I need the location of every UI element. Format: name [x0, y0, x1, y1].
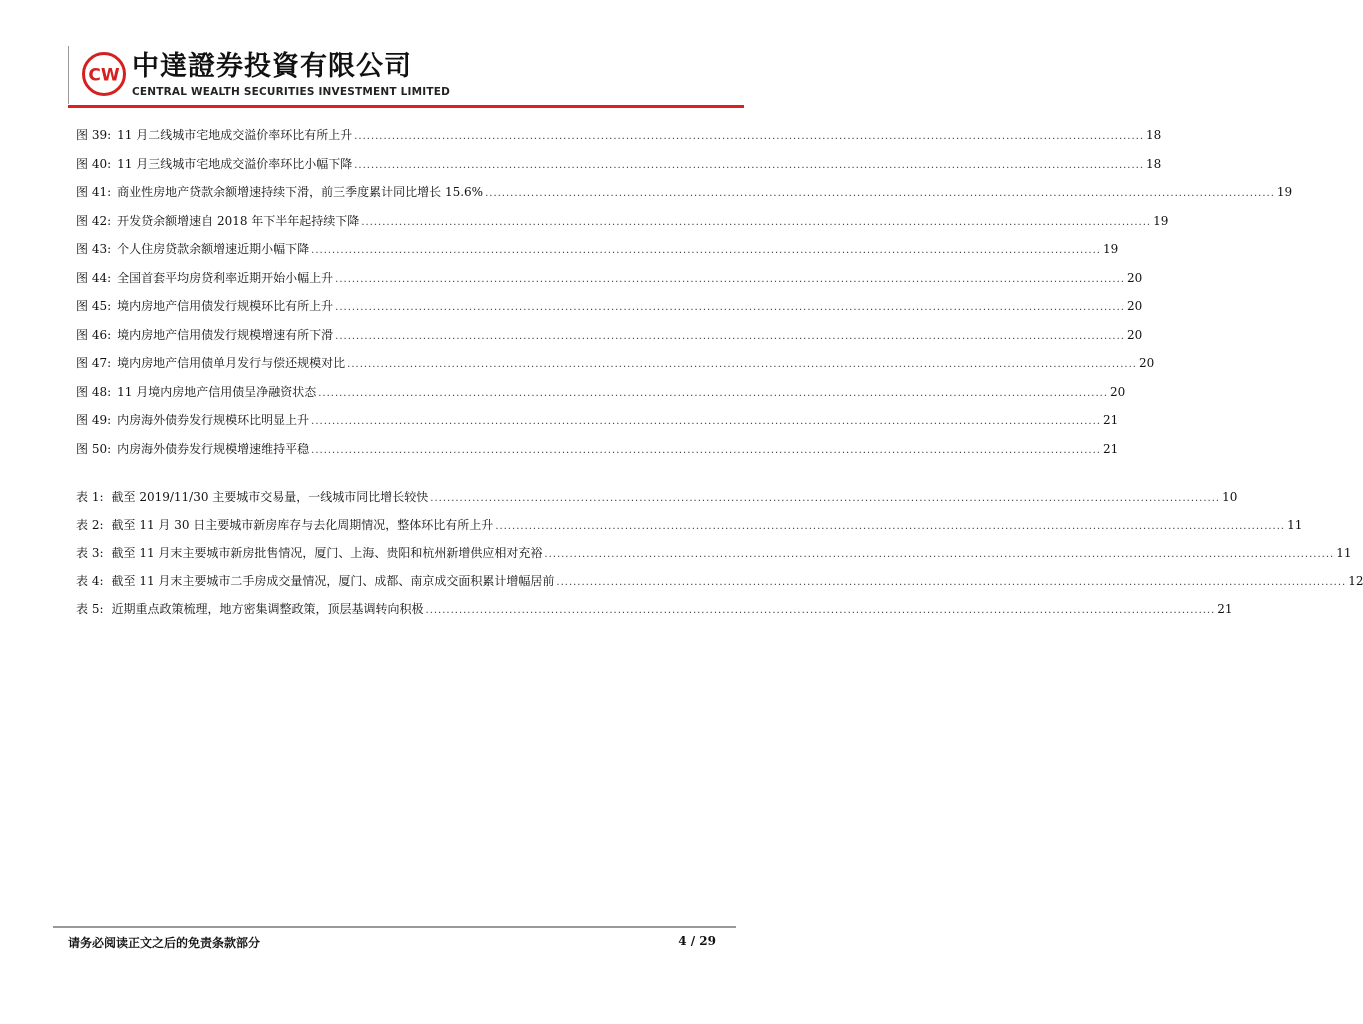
- entry-title: 内房海外债券发行规模增速维持平稳: [117, 442, 310, 456]
- logo-text: CW: [88, 65, 120, 86]
- entry-label: 表 1:: [76, 490, 104, 504]
- toc-entry[interactable]: [76, 411, 1119, 429]
- leader-dots: .............................................................................................................................................................................................: [556, 577, 1347, 588]
- entry-page: 10: [1222, 490, 1238, 504]
- toc-entry[interactable]: [76, 354, 1155, 372]
- leader-dots: .............................................................................................................................................................................................: [335, 274, 1125, 285]
- header-accent-line: [68, 105, 744, 108]
- entry-page: 20: [1110, 385, 1126, 399]
- entry-label: 图 48:: [76, 385, 112, 399]
- entry-page: 21: [1217, 602, 1233, 616]
- leader-dots: .............................................................................................................................................................................................: [347, 359, 1137, 370]
- toc-entry[interactable]: [76, 240, 1119, 258]
- entry-label: 图 44:: [76, 271, 112, 285]
- entry-title: 境内房地产信用债发行规模增速有所下滑: [117, 328, 334, 342]
- leader-dots: .............................................................................................................................................................................................: [354, 131, 1145, 142]
- entry-label: 图 49:: [76, 413, 112, 427]
- entry-title: 截至 11 月 30 日主要城市新房库存与去化周期情况，整体环比有所上升: [111, 518, 494, 532]
- entry-page: 20: [1126, 328, 1143, 342]
- entry-page: 19: [1153, 214, 1169, 228]
- leader-dots: .............................................................................................................................................................................................: [311, 416, 1101, 427]
- entry-label: 图 43:: [76, 242, 112, 256]
- page-number: 4 / 29: [678, 934, 716, 948]
- entry-page: 18: [1146, 128, 1162, 142]
- entry-label: 表 5:: [76, 602, 104, 616]
- toc-entry[interactable]: [76, 544, 1352, 562]
- leader-dots: .............................................................................................................................................................................................: [544, 549, 1335, 560]
- toc-entry[interactable]: [76, 155, 1162, 173]
- toc-entry[interactable]: [76, 572, 1363, 590]
- leader-dots: .............................................................................................................................................................................................: [318, 388, 1109, 399]
- footer-disclaimer: 请务必阅读正文之后的免责条款部分: [68, 936, 261, 950]
- entry-page: 20: [1126, 299, 1143, 313]
- leader-dots: .............................................................................................................................................................................................: [361, 217, 1152, 228]
- leader-dots: .............................................................................................................................................................................................: [335, 331, 1125, 342]
- entry-label: 表 4:: [76, 574, 104, 588]
- leader-dots: .............................................................................................................................................................................................: [430, 493, 1221, 504]
- entry-page: 20: [1138, 356, 1155, 370]
- entry-title: 11 月二线城市宅地成交溢价率环比有所上升: [117, 128, 353, 142]
- entry-label: 图 41:: [76, 185, 112, 199]
- entry-page: 19: [1102, 242, 1119, 256]
- company-name-en: CENTRAL WEALTH SECURITIES INVESTMENT LIMITED: [132, 86, 450, 98]
- toc-entry[interactable]: [76, 126, 1162, 144]
- entry-title: 11 月境内房地产信用债呈净融资状态: [117, 385, 317, 399]
- entry-page: 11: [1287, 518, 1303, 532]
- entry-label: 图 47:: [76, 356, 112, 370]
- toc-entry[interactable]: [76, 183, 1293, 201]
- entry-title: 截至 11 月末主要城市二手房成交量情况，厦门、成都、南京成交面积累计增幅居前: [111, 574, 555, 588]
- entry-title: 开发贷余额增速自 2018 年下半年起持续下降: [117, 214, 360, 228]
- leader-dots: .............................................................................................................................................................................................: [354, 160, 1145, 171]
- toc-entry[interactable]: [76, 326, 1143, 344]
- entry-page: 11: [1336, 546, 1352, 560]
- footer-divider: [53, 926, 736, 928]
- toc-entry[interactable]: [76, 383, 1126, 401]
- entry-title: 境内房地产信用债发行规模环比有所上升: [117, 299, 334, 313]
- entry-page: 19: [1276, 185, 1293, 199]
- header-divider: [68, 46, 69, 104]
- entry-title: 境内房地产信用债单月发行与偿还规模对比: [117, 356, 346, 370]
- toc-entry[interactable]: [76, 440, 1119, 458]
- leader-dots: .............................................................................................................................................................................................: [495, 521, 1286, 532]
- toc-entry[interactable]: [76, 212, 1169, 230]
- leader-dots: .............................................................................................................................................................................................: [485, 188, 1275, 199]
- entry-title: 11 月三线城市宅地成交溢价率环比小幅下降: [117, 157, 353, 171]
- entry-title: 商业性房地产贷款余额增速持续下滑，前三季度累计同比增长 15.6%: [117, 185, 484, 199]
- leader-dots: .............................................................................................................................................................................................: [311, 445, 1101, 456]
- entry-label: 表 3:: [76, 546, 104, 560]
- page-header: [68, 46, 744, 104]
- leader-dots: .............................................................................................................................................................................................: [425, 605, 1216, 616]
- entry-title: 近期重点政策梳理，地方密集调整政策，顶层基调转向积极: [111, 602, 424, 616]
- company-name-cn: 中達證券投資有限公司: [132, 51, 412, 82]
- toc-entry[interactable]: [76, 488, 1238, 506]
- leader-dots: .............................................................................................................................................................................................: [335, 302, 1125, 313]
- entry-page: 21: [1102, 442, 1119, 456]
- entry-title: 截至 11 月末主要城市新房批售情况，厦门、上海、贵阳和杭州新增供应相对充裕: [111, 546, 543, 560]
- entry-label: 图 40:: [76, 157, 112, 171]
- entry-label: 图 50:: [76, 442, 112, 456]
- toc-entry[interactable]: [76, 600, 1233, 618]
- leader-dots: .............................................................................................................................................................................................: [311, 245, 1101, 256]
- entry-label: 图 46:: [76, 328, 112, 342]
- entry-page: 18: [1146, 157, 1162, 171]
- entry-page: 21: [1102, 413, 1119, 427]
- entry-label: 图 42:: [76, 214, 112, 228]
- toc-entry[interactable]: [76, 297, 1143, 315]
- entry-title: 个人住房贷款余额增速近期小幅下降: [117, 242, 310, 256]
- entry-page: 12: [1348, 574, 1363, 588]
- company-logo-icon: [82, 52, 126, 96]
- toc-entry[interactable]: [76, 516, 1303, 534]
- toc-entry[interactable]: [76, 269, 1143, 287]
- entry-label: 图 39:: [76, 128, 112, 142]
- entry-page: 20: [1126, 271, 1143, 285]
- entry-title: 全国首套平均房贷利率近期开始小幅上升: [117, 271, 334, 285]
- entry-title: 截至 2019/11/30 主要城市交易量，一线城市同比增长较快: [111, 490, 429, 504]
- entry-label: 图 45:: [76, 299, 112, 313]
- entry-title: 内房海外债券发行规模环比明显上升: [117, 413, 310, 427]
- entry-label: 表 2:: [76, 518, 104, 532]
